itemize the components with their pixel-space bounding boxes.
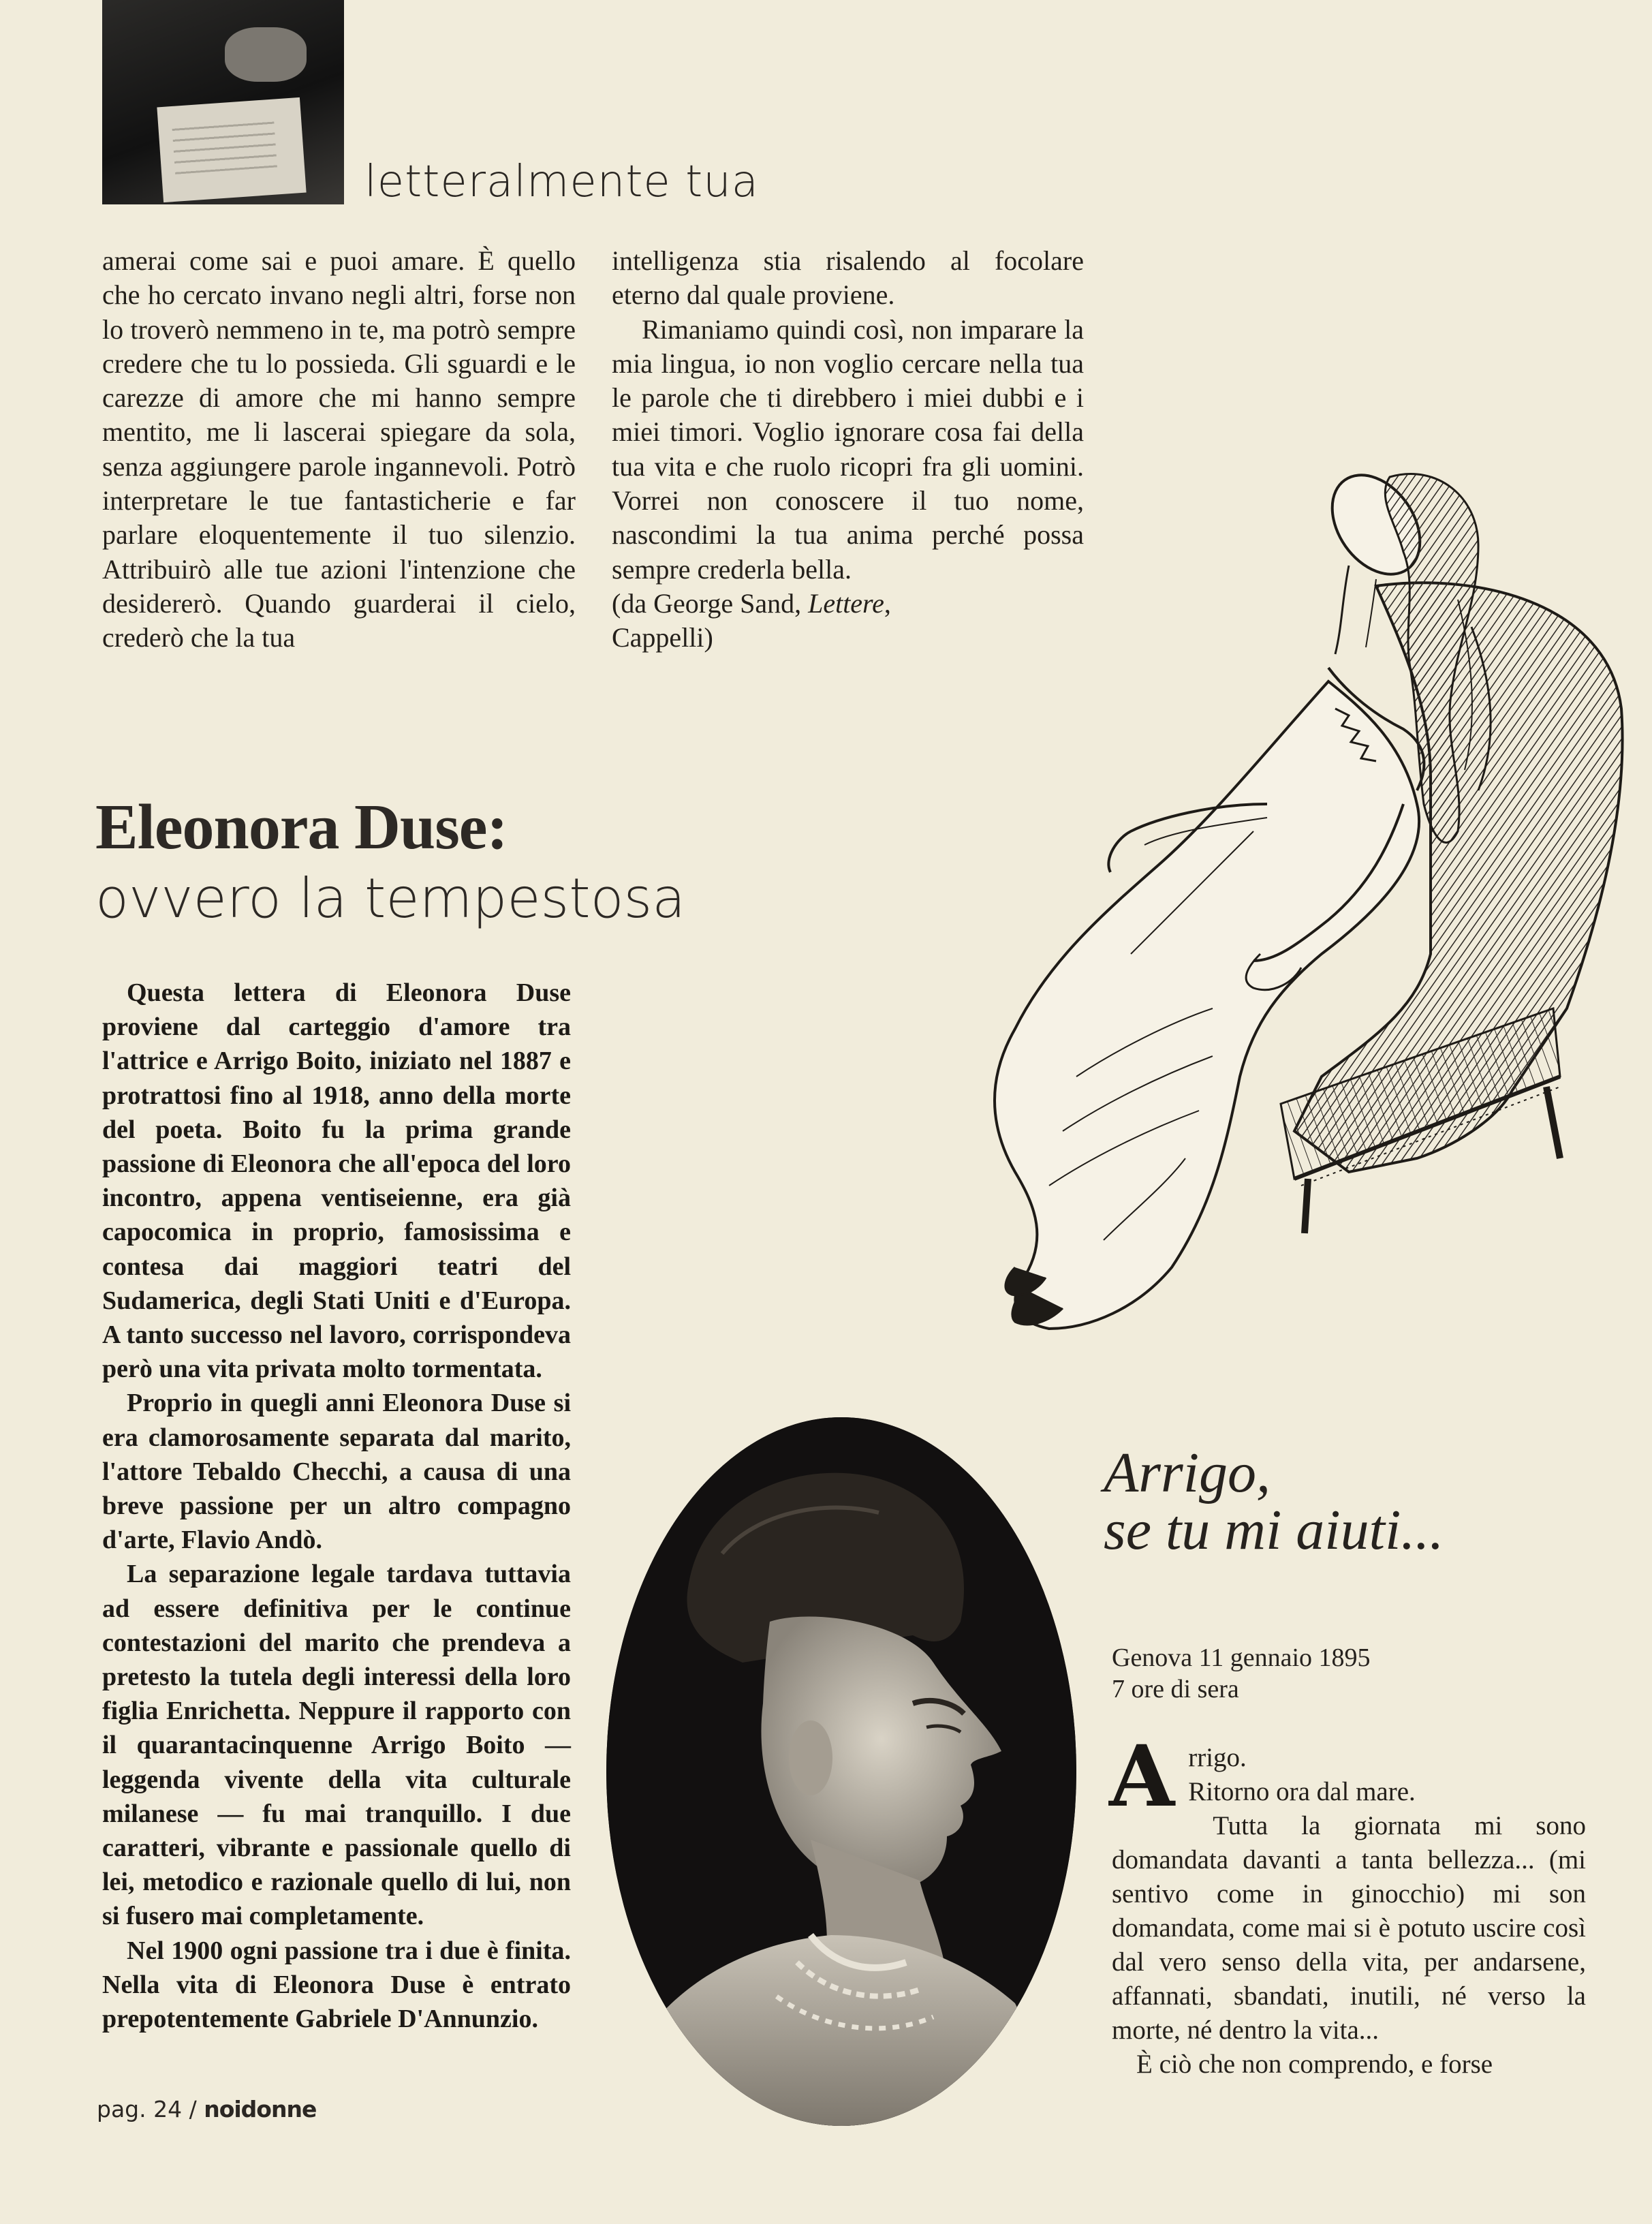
letter-title-line-1: Arrigo,: [1104, 1441, 1271, 1504]
drop-cap: A: [1109, 1727, 1175, 1826]
source-prefix: (da George Sand,: [612, 587, 809, 619]
intro-paragraph: La separazione legale tardava tuttavia ad essere definitiva per le continue contestazioni del marito che prendeva a pretesto la tutela degli interessi della loro figlia Enrichetta. Neppure il rapporto con il quarantacinquenne Arrigo Boito — leggenda vivente della vita culturale milanese — fu mai tranquillo. I due caratteri, vibrante e passionale quello di lei, metodico e razionale quello di lui, non si fusero mai completamente.: [102, 1560, 571, 1931]
letter-title: [1104, 1441, 1444, 1562]
sand-paragraph: intelligenza stia risalendo al focolare eterno dal quale proviene.: [612, 245, 1084, 311]
letter-paragraph: Tutta la giornata mi sono domandata davanti a tanta bellezza... (mi sentivo come in ginocchio) mi son domandata, come mai si è potuto uscire così dal vero senso della vita, per andarsene, affannati, sbandati, inutili, né verso la morte, né dentro la vita...: [1112, 1811, 1586, 2045]
letter-line: Ritorno ora dal mare.: [1188, 1777, 1416, 1806]
letter-salutation: rrigo.: [1188, 1743, 1247, 1772]
letter-dateline: [1112, 1642, 1371, 1705]
portrait-drawing: [606, 1417, 1076, 2126]
page-number: pag. 24 /: [97, 2096, 197, 2122]
source-publisher: Cappelli): [612, 622, 713, 653]
article-intro: [102, 976, 571, 2036]
intro-paragraph: Questa lettera di Eleonora Duse proviene dal carteggio d'amore tra l'attrice e Arrigo Boito, iniziato nel 1887 e protrattosi fino al 1918, anno della morte del poeta. Boito fu la prima grande passione di Eleonora che all'epoca del loro incontro, appena ventiseienne, era già capocomica in proprio, famosissima e contesa dai maggiori teatri del Sudamerica, degli Stati Uniti e d'Europa. A tanto successo nel lavoro, corrispondeva però una vita privata molto tormentata.: [102, 978, 571, 1384]
duse-portrait-photo: [606, 1417, 1076, 2126]
intro-paragraph: Nel 1900 ogni passione tra i due è finita. Nella vita di Eleonora Duse è entrato prepotentemente Gabriele D'Annunzio.: [102, 1936, 571, 2034]
source-suffix: ,: [884, 587, 891, 619]
headline: Eleonora Duse:: [95, 792, 508, 863]
section-title: letteralmente tua: [364, 157, 759, 207]
magazine-brand: noidonne: [204, 2096, 317, 2122]
sand-paragraph: amerai come sai e puoi amare. È quello che ho cercato invano negli altri, forse non lo troverò nemmeno in te, ma potrò sempre credere che tu lo possieda. Gli sguardi e le carezze di amore che mi hanno sempre mentito, me li lascerai spiegare da sola, senza aggiungere parole ingannevoli. Potrò interpretare le tue fantasticherie e far parlare eloquentemente il tuo silenzio. Attribuirò alle tue azioni l'intenzione che desidererò. Quando guarderai il cielo, crederò che la tua: [102, 245, 576, 653]
letter-date: Genova 11 gennaio 1895: [1112, 1643, 1371, 1672]
sand-paragraph: Rimaniamo quindi così, non imparare la mia lingua, io non voglio cercare nella tua le parole che ti direbbero i miei dubbi e i miei timori. Voglio ignorare cosa fai della tua vita e che ruolo ricopri fra gli uomini. Vorrei non conoscere il tuo nome, nascondimi la tua anima perché possa sempre crederla bella.: [612, 313, 1084, 585]
duse-letter-body: [1109, 1727, 1586, 2082]
letter-title-line-2: se tu mi aiuti...: [1104, 1498, 1444, 1562]
reclining-woman-illustration: [695, 422, 1635, 1390]
letter-paragraph: È ciò che non comprendo, e forse: [1136, 2050, 1493, 2079]
intro-paragraph: Proprio in quegli anni Eleonora Duse si era clamorosamente separata dal marito, l'attore Tebaldo Checchi, a causa di una breve passione per un altro compagno d'arte, Flavio Andò.: [102, 1389, 571, 1555]
subheadline: ovvero la tempestosa: [95, 867, 686, 930]
sand-letter-column-1: [102, 244, 576, 655]
top-photograph: [102, 0, 344, 204]
page-footer: [97, 2096, 316, 2122]
source-title: Lettere: [808, 587, 884, 619]
letter-time: 7 ore di sera: [1112, 1675, 1239, 1703]
